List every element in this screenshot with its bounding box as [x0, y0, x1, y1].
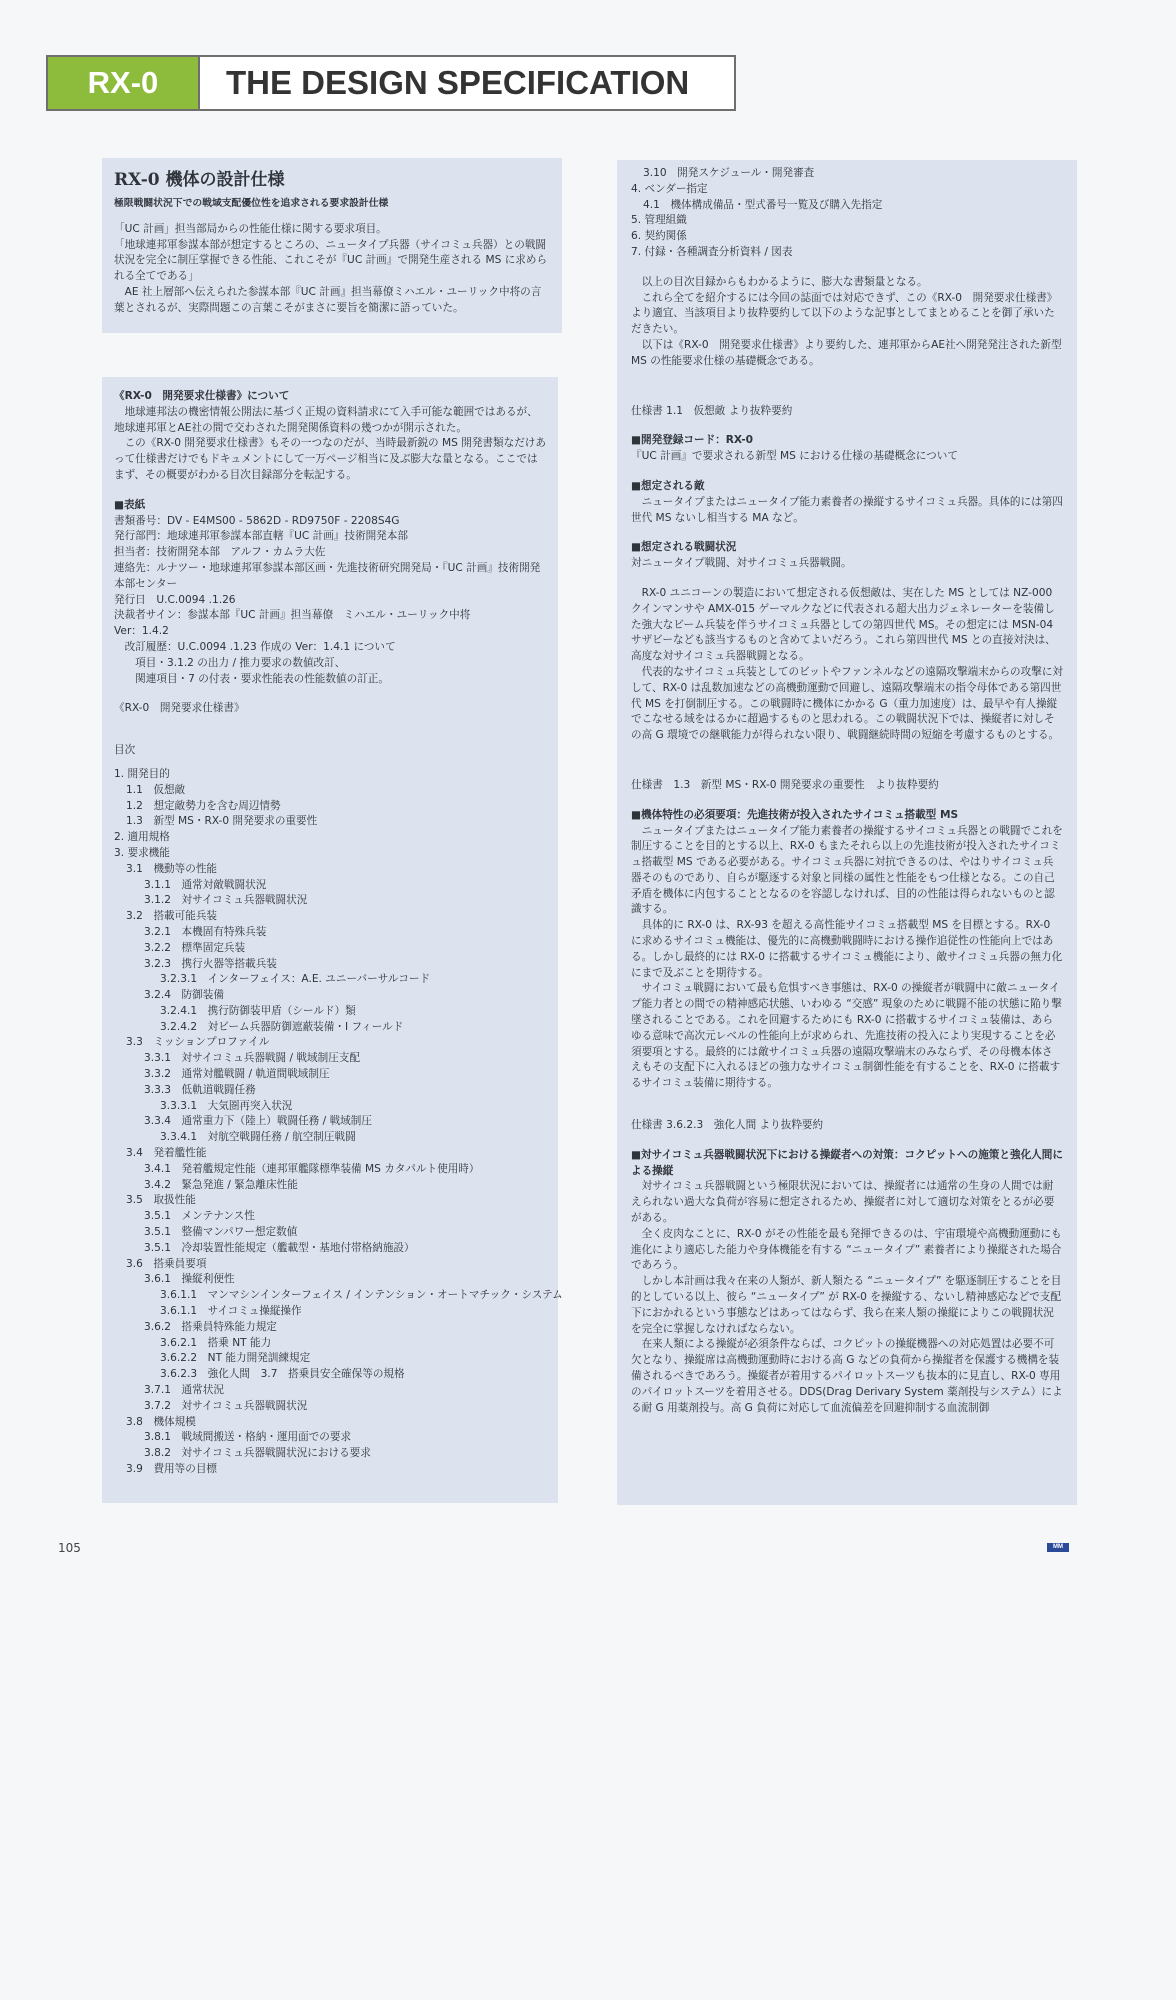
- toc-item: 3.2.4.1 携行防御装甲盾（シールド）類: [160, 1004, 356, 1017]
- page-number: 105: [58, 1541, 81, 1555]
- summary-paragraph: 以下は《RX-0 開発要求仕様書》より要約した、連邦軍からAE社へ開発発注された新型 MS の性能要求仕様の基礎概念である。: [631, 338, 1062, 367]
- about-paragraph: 地球連邦法の機密情報公開法に基づく正規の資料請求にて入手可能な範囲ではあるが、地球連邦軍とAE社の間で交わされた開発関係資料の幾つかが開示された。: [114, 405, 538, 434]
- header-title: THE DESIGN SPECIFICATION: [226, 64, 690, 101]
- toc-item: 3.9 費用等の目標: [126, 1463, 218, 1475]
- toc-item: 4.1 機体構成備品・型式番号一覧及び購入先指定: [643, 198, 883, 211]
- cover-lines: [114, 514, 546, 688]
- cover-line: 発行部門：地球連邦軍参謀本部直轄『UC 計画』技術開発本部: [114, 530, 408, 543]
- publisher-logo: MM: [1047, 1543, 1069, 1552]
- toc-item: 3.4.2 緊急発進 / 緊急離床性能: [144, 1178, 298, 1191]
- section-head: ■対サイコミュ兵器戦闘状況下における操縦者への対策：コクピットへの施策と強化人間による操縦: [631, 1148, 1063, 1177]
- toc-item: 3. 要求機能: [114, 846, 170, 859]
- toc-item: 6. 契約関係: [631, 230, 687, 243]
- toc-item: 1.2 想定敵勢力を含む周辺情勢: [126, 799, 281, 812]
- intro-title: RX-0 機体の設計仕様: [114, 170, 285, 190]
- toc-item: 3.5.1 整備マンパワー想定数値: [144, 1226, 298, 1239]
- section-head: ■機体特性の必須要項：先進技術が投入されたサイコミュ搭載型 MS: [631, 808, 959, 821]
- section-title: 仕様書 1.3 新型 MS・RX-0 開発要求の重要性 より抜粋要約: [631, 778, 939, 791]
- situation-title: ■想定される戦闘状況: [631, 541, 737, 554]
- section-paragraph: サイコミュ戦闘において最も危惧すべき事態は、RX-0 の操縦者が戦闘中に敵ニュータイプ能力者との間での精神感応状態、いわゆる “交感” 現象のために戦闘不能の状態に陥り撃墜されることである。これを回避するためにも RX-0 に搭載するサイコミュ装備は、あらゆる意味で高次元レベルの性能向上が求められ、先進技術の投入により実現することを必須要項とする。最終的には敵サイコミュ兵器の遠隔攻撃端末のみならず、その母機本体さえもその支配下に入れるほどの強力なサイコミュ制御性能を有することを、RX-0 に搭載するサイコミュ装備に期待する。: [631, 982, 1062, 1090]
- about-paragraph: この《RX-0 開発要求仕様書》もその一つなのだが、当時最新鋭の MS 開発書類なだけあって仕様書だけでもドキュメントにして一万ページ相当に及ぶ膨大な量となる。ここではまず、その概要がわかる目次目録部分を転記する。: [114, 437, 546, 481]
- section-paragraph: しかし本計画は我々在来の人類が、新人類たる “ニュータイプ” を駆逐制圧することを目的としている以上、彼ら “ニュータイプ” が RX-0 を操縦する、ないし精神感応などで支配下におかれるという事態などはあってはならず、我ら在来人類の操縦によりこの戦闘状況を完全に掌握しなければならない。: [631, 1275, 1062, 1335]
- cover-line: 書類番号：DV - E4MS00 - 5862D - RD9750F - 2208S4G: [114, 514, 400, 527]
- about-title: 《RX-0 開発要求仕様書》について: [114, 390, 290, 402]
- toc-item: 3.5.1 冷却装置性能規定（艦載型・基地付帯格納施設）: [144, 1241, 415, 1254]
- toc-item: 3.1.2 対サイコミュ兵器戦闘状況: [144, 894, 308, 907]
- cover-line: 決裁者サイン：参謀本部『UC 計画』担当幕僚 ミハエル・ユーリック中将: [114, 609, 471, 622]
- toc-item: 1.3 新型 MS・RX-0 開発要求の重要性: [126, 815, 318, 828]
- toc-title: 目次: [114, 744, 136, 757]
- toc-item: 3.8.2 対サイコミュ兵器戦闘状況における要求: [144, 1447, 371, 1460]
- left-panel: [102, 377, 563, 1503]
- enemy-text: ニュータイプまたはニュータイプ能力素養者の操縦するサイコミュ兵器。具体的には第四世代 MS ないし相当する MA など。: [631, 495, 1063, 524]
- toc-item: 3.6.2.2 NT 能力開発訓練規定: [160, 1352, 311, 1365]
- summary-paragraph: これら全てを紹介するには今回の誌面では対応できず、この《RX-0 開発要求仕様書》より適宜、当該項目より抜粋要約して以下のような記事としてまとめることを御了承いただきたい。: [631, 291, 1058, 336]
- cover-line: 連絡先：ルナツー・地球連邦軍参謀本部区画・先進技術研究開発局・『UC 計画』技術開発本部センター: [114, 561, 541, 590]
- section-paragraph: 全く皮肉なことに、RX-0 がその性能を最も発揮できるのは、宇宙環境や高機動運動にも進化により適応した能力や身体機能を有する “ニュータイプ” 素養者により操縦された場合であろう。: [631, 1227, 1062, 1272]
- cover-line: 改訂履歴：U.C.0094 .1.23 作成の Ver：1.4.1 について: [114, 640, 396, 653]
- cover-line: 関連項目・7 の付表・要求性能表の性能数値の訂正。: [114, 672, 389, 685]
- right-panel: [617, 160, 1077, 1505]
- situation-paragraph: RX-0 ユニコーンの製造において想定される仮想敵は、実在した MS としては NZ-000 クインマンサや AMX-015 ゲーマルクなどに代表される超大出力ジェネレーターを装備した強大なビーム兵装を伴うサイコミュ兵器としての第四世代 MS。その想定には MSN-04 サザビーなども該当するものと含めてよいだろう。これら第四世代 MS との直接対決は、高度な対サイコミュ兵器戦闘となる。: [631, 586, 1056, 663]
- toc-item: 3.8 機体規模: [126, 1415, 196, 1428]
- toc-item: 3.6.1 操縦利便性: [144, 1273, 235, 1286]
- situation-text: 対ニュータイプ戦闘、対サイコミュ兵器戦闘。: [631, 557, 852, 570]
- toc-item: 3.2 搭載可能兵装: [126, 910, 218, 923]
- toc-item: 3.2.4 防御装備: [144, 989, 224, 1002]
- toc-item: 4. ベンダー指定: [631, 182, 708, 195]
- toc-item: 3.2.2 標準固定兵装: [144, 941, 246, 954]
- code-text: 『UC 計画』で要求される新型 MS における仕様の基礎概念について: [631, 450, 958, 463]
- toc-item: 3.1 機動等の性能: [126, 862, 218, 875]
- section-paragraph: 対サイコミュ兵器戦闘という極限状況においては、操縦者には通常の生身の人間では耐えられない過大な負荷が容易に想定されるため、操縦者に対して適切な対策をとるが必要がある。: [631, 1180, 1055, 1225]
- toc-item: 3.8.1 戦域間搬送・格納・運用面での要求: [144, 1431, 352, 1444]
- section-title: 仕様書 1.1 仮想敵 より抜粋要約: [631, 404, 793, 417]
- toc-item: 3.6.2.1 搭乗 NT 能力: [160, 1336, 272, 1349]
- toc-item: 3.10 開発スケジュール・開発審査: [643, 167, 815, 179]
- cover-line: 担当者：技術開発本部 アルフ・カムラ大佐: [114, 546, 326, 559]
- code-title: ■開発登録コード：RX-0: [631, 434, 753, 447]
- section-paragraph: ニュータイプまたはニュータイプ能力素養者の操縦するサイコミュ兵器との戦闘でこれを制圧することを目的とする以上、RX-0 もまたそれら以上の先進技術が投入されたサイコミュ搭載型 MS である必要がある。サイコミュ兵器に対抗できるのは、やはりサイコミュ兵器そのものであり、自らが駆逐する対象と同様の属性と性能をもつ仕様となる。この自己矛盾を機体に内包することとなるのを容認しなければ、目的の性能は得られないものと認識する。: [631, 824, 1063, 916]
- toc-item: 3.6.1.1 マンマシンインターフェイス / インテンション・オートマチック・システム: [160, 1289, 563, 1302]
- toc-item: 3.3.4.1 対航空戦闘任務 / 航空制圧戦闘: [160, 1131, 356, 1144]
- doc-reference: 《RX-0 開発要求仕様書》: [114, 702, 245, 715]
- intro-panel: [102, 158, 562, 333]
- toc-item: 3.6.1.1 サイコミュ操縦操作: [160, 1305, 302, 1318]
- intro-paragraph: 「地球連邦軍参謀本部が想定するところの、ニュータイプ兵器（サイコミュ兵器）との戦闘状況を完全に制圧掌握できる性能、これこそが『UC 計画』で開発生産される MS に求められる全てである」: [114, 238, 548, 283]
- toc-item: 3.2.1 本機固有特殊兵装: [144, 925, 267, 938]
- toc-item: 1.1 仮想敵: [126, 783, 186, 796]
- intro-paragraph: AE 社上層部へ伝えられた参謀本部『UC 計画』担当幕僚ミハエル・ユーリック中将の言葉とされるが、実際問題この言葉こそがまさに要旨を簡潔に語っていた。: [114, 285, 542, 314]
- intro-paragraph: 「UC 計画」担当部局からの性能仕様に関する要求項目。: [114, 222, 387, 235]
- toc-item: 3.7.1 通常状況: [144, 1384, 224, 1397]
- toc-item: 3.1.1 通常対敵戦闘状況: [144, 878, 267, 891]
- cover-line: Ver：1.4.2: [114, 625, 169, 638]
- cover-line: 項目・3.1.2 の出力 / 推力要求の数値改訂、: [114, 656, 346, 669]
- table-of-contents: [114, 767, 563, 1478]
- header-tag: RX-0: [48, 57, 200, 109]
- toc-item: 3.3.1 対サイコミュ兵器戦闘 / 戦域制圧支配: [144, 1052, 360, 1065]
- toc-item: 3.3.3.1 大気圏再突入状況: [160, 1099, 293, 1112]
- intro-subtitle: 極限戦闘状況下での戦域支配優位性を追求される要求設計仕様: [114, 198, 389, 209]
- toc-item: 3.3.4 通常重力下（陸上）戦闘任務 / 戦域制圧: [144, 1115, 372, 1128]
- toc-item: 1. 開発目的: [114, 767, 170, 780]
- toc-item: 3.2.3.1 インターフェイス：A.E. ユニーバーサルコード: [160, 973, 431, 986]
- toc-item: 3.3 ミッションプロファイル: [126, 1036, 270, 1049]
- toc-item: 3.6.2 搭乗員特殊能力規定: [144, 1320, 277, 1333]
- section-paragraph: 在来人類による操縦が必須条件ならば、コクピットの操縦機器への対応処置は必要不可欠となり、操縦席は高機動運動時における高 G などの負荷から操縦者を保護する機構を装備されるべきであろう。操縦者が着用するパイロットスーツも抜本的に見直し、RX-0 専用のパイロットスーツを着用させる。DDS(Drag Derivary System 薬剤投与システム）による耐 G 用薬剤投与。高 G 負荷に対応して血流偏差を回避抑制する血流制御: [631, 1338, 1063, 1414]
- cover-title: ■表紙: [114, 498, 146, 511]
- toc-item: 3.4 発着艦性能: [126, 1147, 207, 1160]
- toc-item: 5. 管理組織: [631, 214, 687, 227]
- toc-item: 2. 適用規格: [114, 831, 170, 844]
- toc-item: 3.2.3 携行火器等搭載兵装: [144, 957, 277, 970]
- spec-header: [46, 55, 736, 111]
- toc-item: 3.5 取扱性能: [126, 1194, 196, 1207]
- toc-item: 3.2.4.2 対ビーム兵器防御遮蔽装備・I フィールド: [160, 1020, 404, 1033]
- summary-paragraph: 以上の目次目録からもわかるように、膨大な書類量となる。: [641, 275, 928, 288]
- toc-item: 3.6 搭乗員要項: [126, 1257, 207, 1270]
- toc-item: 3.7.2 対サイコミュ兵器戦闘状況: [144, 1399, 308, 1412]
- toc-item: 3.3.2 通常対艦戦闘 / 軌道間戦域制圧: [144, 1068, 330, 1081]
- toc-item: 7. 付録・各種調査分析資料 / 図表: [631, 245, 793, 258]
- toc-item: 3.3.3 低軌道戦闘任務: [144, 1083, 256, 1096]
- table-of-contents-continued: [631, 166, 1063, 261]
- section-paragraph: 具体的に RX-0 は、RX-93 を超える高性能サイコミュ搭載型 MS を目標とする。RX-0 に求めるサイコミュ機能は、優先的に高機動戦闘時における操作追従性の性能向上ではある。しかし最終的には RX-0 に搭載するサイコミュ機能により、敵サイコミュ兵器の無力化にまで及ぶことを期待する。: [631, 919, 1063, 979]
- section-title: 仕様書 3.6.2.3 強化人間 より抜粋要約: [631, 1119, 824, 1132]
- toc-item: 3.5.1 メンテナンス性: [144, 1210, 255, 1223]
- toc-item: 3.4.1 発着艦規定性能（連邦軍艦隊標準装備 MS カタパルト使用時）: [144, 1162, 480, 1175]
- situation-paragraph: 代表的なサイコミュ兵装としてのビットやファンネルなどの遠隔攻撃端末からの攻撃に対して、RX-0 は乱数加速などの高機動運動で回避し、遠隔攻撃端末の指令母体である第四世代 MS を打倒制圧する。この戦闘時に機体にかかる G（重力加速度）は、最早や有人操縦でこなせる域をはるかに超過するものと思われる。この戦闘状況下では、操縦者に対しその高 G 環境での継戦能力が得られない限り、戦闘継続時間の短縮を考慮するものとする。: [631, 665, 1064, 742]
- toc-item: 3.6.2.3 強化人間 3.7 搭乗員安全確保等の規格: [160, 1368, 405, 1381]
- cover-line: 発行日 U.C.0094 .1.26: [114, 593, 236, 606]
- enemy-title: ■想定される敵: [631, 479, 705, 492]
